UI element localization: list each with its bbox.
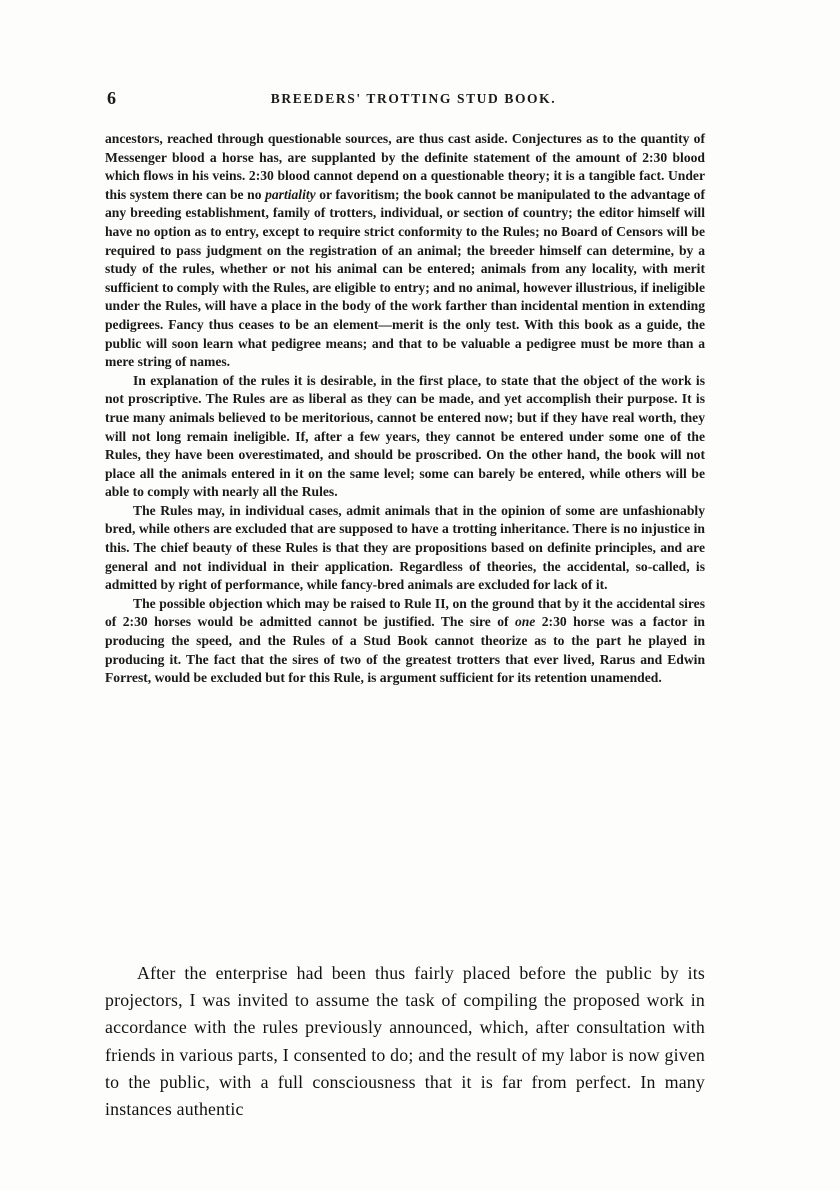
paragraph-4-part-b: 2:30 horse was a factor in producing the speed, and the Rules of a Stud Book cannot theorize as to the part he played in producing it. The fact that the sires of two of the greatest trotters that ever lived, Rarus and Edwin Forrest, would be excluded but for this Rule, is argument sufficient for its retention unamended. [105,614,705,686]
emphasis-partiality: partiality [265,186,316,202]
preface-text [105,960,705,1123]
paragraph-3: The Rules may, in individual cases, admit animals that in the opinion of some are unfashionably bred, while others are excluded that are supposed to have a trotting inheritance. There is no injustice in this. The chief beauty of these Rules is that they are propositions based on definite principles, and are general and not individual in their application. Regardless of theories, the accidental, so-called, is admitted by right of performance, while fancy-bred animals are excluded for lack of it. [105,502,705,593]
emphasis-one: one [514,614,536,630]
paragraph-4 [105,595,705,688]
paragraph-1 [105,130,705,372]
body-text [105,130,705,688]
paragraph-1-part-b: or favoritism; the book cannot be manipulated to the advantage of any breeding establishment, family of trotters, individual, or section of country; the editor himself will have no option as to entry, except to require strict conformity to the Rules; no Board of Censors will be required to pass judgment on the registration of an animal; the breeder himself can determine, by a study of the rules, whether or not his animal can be entered; animals from any locality, with merit sufficient to comply with the Rules, are eligible to entry; and no animal, however illustrious, if ineligible under the Rules, will have a place in the body of the work farther than incidental mention in extending pedigrees. Fancy thus ceases to be an element—merit is the only test. With this book as a guide, the public will soon learn what pedigree means; and that to be valuable a pedigree must be more than a mere string of names. [105,186,705,370]
paragraph-4-part-a: The possible objection which may be raised to Rule II, on the ground that by it the accidental sires of 2:30 horses would be admitted cannot be justified. The sire of [105,595,705,630]
paragraph-2: In explanation of the rules it is desirable, in the first place, to state that the object of the work is not proscriptive. The Rules are as liberal as they can be made, and yet accomplish their purpose. It is true many animals believed to be meritorious, cannot be entered now; but if they have real worth, they will not long remain ineligible. If, after a few years, they cannot be entered under some one of the Rules, they have been overestimated, and should be proscribed. On the other hand, the book will not place all the animals entered in it on the same level; some can barely be entered, while others will be able to comply with nearly all the Rules. [105,372,705,500]
page-number: 6 [107,88,117,108]
paragraph-1-part-a: ancestors, reached through questionable sources, are thus cast aside. Conjectures as to the quantity of Messenger blood a horse has, are supplanted by the definite statement of the amount of 2:30 blood which flows in his veins. 2:30 blood cannot depend on a questionable theory; it is a tangible fact. Under this system there can be no [105,131,705,202]
paragraph-5: After the enterprise had been thus fairly placed before the public by its projectors, I was invited to assume the task of compiling the proposed work in accordance with the rules previously announced, which, after consultation with friends in various parts, I consented to do; and the result of my labor is now given to the public, with a full consciousness that it is far from perfect. In many instances authentic [105,963,705,1120]
running-head: BREEDERS' TROTTING STUD BOOK. [270,91,557,106]
page-header [105,88,706,112]
